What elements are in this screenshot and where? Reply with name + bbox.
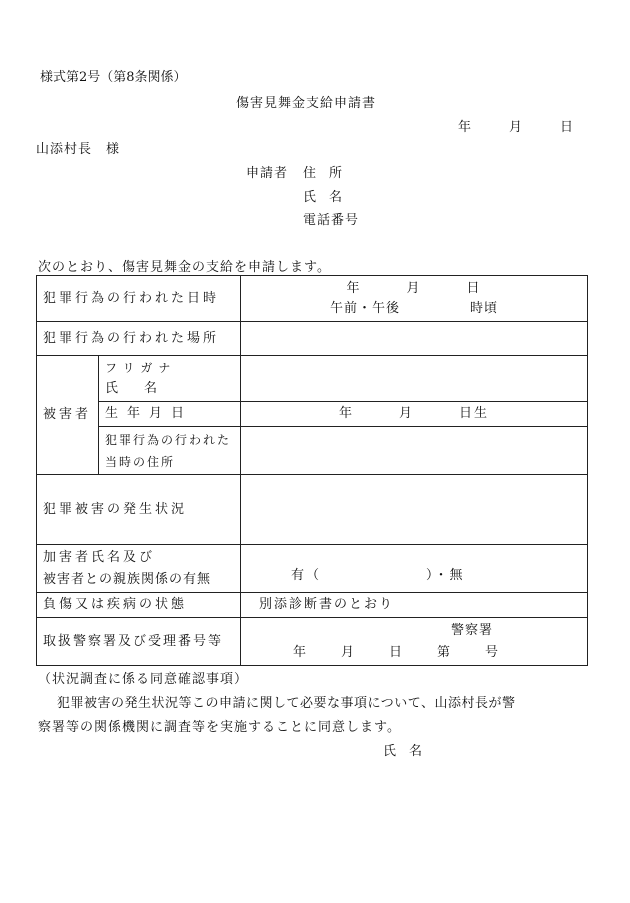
- victim-name-label: 氏 名: [105, 380, 158, 396]
- datetime-label: 犯罪行為の行われた日時: [37, 276, 241, 322]
- situation-value-cell[interactable]: [241, 475, 588, 545]
- consent-body-line2: 察署等の関係機関に調査等を実施することに同意します。: [38, 720, 401, 735]
- page-title: 傷害見舞金支給申請書: [236, 96, 377, 111]
- datetime-value-cell[interactable]: [241, 276, 588, 322]
- police-value-cell[interactable]: [241, 618, 588, 666]
- table-row: [37, 475, 588, 545]
- injury-label: 負傷又は疾病の状態: [37, 593, 241, 618]
- table-row: [37, 427, 588, 475]
- victim-name-label-cell: [99, 356, 241, 402]
- victim-address-label-line1: 犯罪行為の行われた: [105, 432, 232, 447]
- police-label: 取扱警察署及び受理番号等: [37, 618, 241, 666]
- applicant-address-label: 住 所: [303, 166, 343, 181]
- injury-value[interactable]: 別添診断書のとおり: [241, 593, 588, 618]
- applicant-label: 申請者: [246, 166, 289, 181]
- table-row: [37, 356, 588, 402]
- consent-heading: （状況調査に係る同意確認事項）: [38, 672, 249, 687]
- datetime-time: 午前・午後 時頃: [330, 300, 499, 316]
- intro-text: 次のとおり、傷害見舞金の支給を申請します。: [38, 260, 331, 275]
- date-line: 年 月 日: [458, 120, 578, 135]
- perpetrator-value: 有（ ）・無: [291, 568, 465, 583]
- datetime-date: 年 月 日: [346, 280, 482, 296]
- application-table: [36, 275, 588, 666]
- addressee: 山添村長 様: [36, 142, 121, 157]
- police-station: 警察署: [450, 622, 493, 638]
- applicant-phone-label: 電話番号: [303, 213, 360, 228]
- form-number: 様式第2号（第8条関係）: [40, 70, 187, 85]
- victim-address-label-cell: [99, 427, 241, 475]
- perpetrator-label-line2: 被害者との親族関係の有無: [43, 571, 212, 587]
- furigana-label: フリガナ: [105, 360, 177, 375]
- victim-label: 被害者: [37, 356, 99, 475]
- applicant-name-label: 氏 名: [303, 190, 343, 205]
- table-row: [37, 402, 588, 427]
- table-row: [37, 276, 588, 322]
- victim-address-value-cell[interactable]: [241, 427, 588, 475]
- consent-name-label: 氏 名: [383, 744, 423, 759]
- police-number: 年 月 日 第 号: [293, 644, 502, 660]
- birthdate-label: 生年月日: [99, 402, 241, 427]
- situation-label: 犯罪被害の発生状況: [37, 475, 241, 545]
- place-value-cell[interactable]: [241, 322, 588, 356]
- perpetrator-label-cell: [37, 545, 241, 593]
- table-row: [37, 545, 588, 593]
- table-row: [37, 593, 588, 618]
- victim-name-value-cell[interactable]: [241, 356, 588, 402]
- birthdate-value[interactable]: 年 月 日生: [241, 402, 588, 427]
- perpetrator-value-cell[interactable]: [241, 545, 588, 593]
- victim-address-label-line2: 当時の住所: [105, 454, 176, 469]
- place-label: 犯罪行為の行われた場所: [37, 322, 241, 356]
- perpetrator-label-line1: 加害者氏名及び: [43, 549, 156, 565]
- table-row: [37, 618, 588, 666]
- consent-body-line1: 犯罪被害の発生状況等この申請に関して必要な事項について、山添村長が警: [57, 696, 516, 711]
- table-row: [37, 322, 588, 356]
